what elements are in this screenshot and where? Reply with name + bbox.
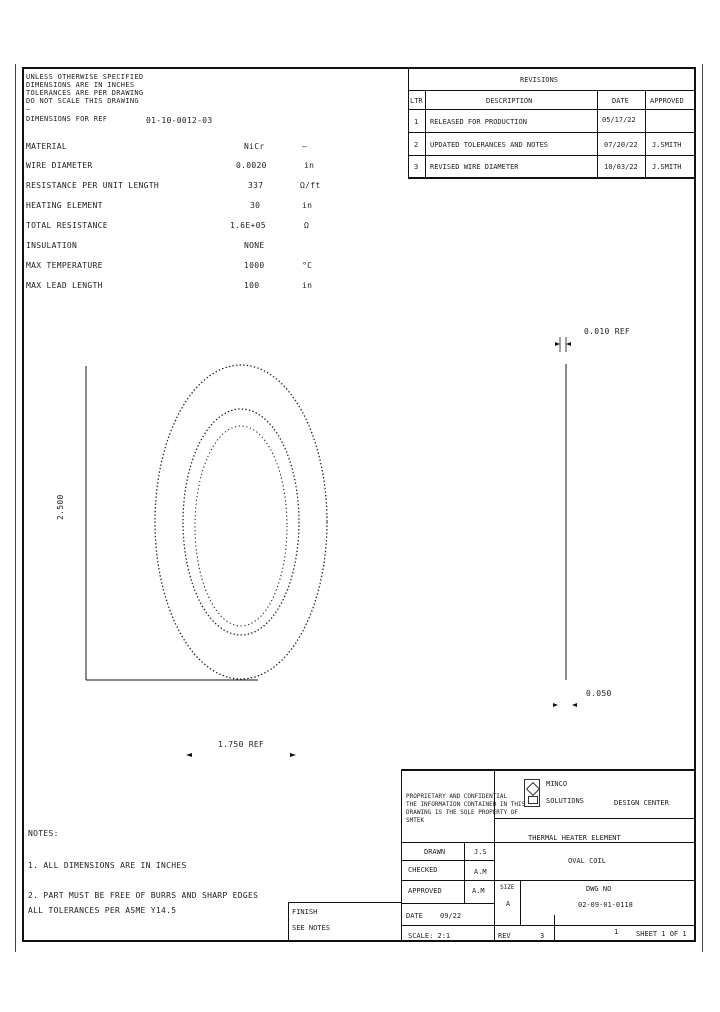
spec-value: 0.0020: [236, 161, 267, 170]
spec-value: 30: [250, 201, 261, 210]
spec-value: NiCr: [244, 142, 265, 151]
date-value: 09/22: [440, 912, 462, 920]
checked-label: CHECKED: [408, 866, 438, 874]
tb-rule: [554, 915, 555, 941]
rev-ltr: 1: [414, 118, 419, 126]
rev-desc: RELEASED FOR PRODUCTION: [430, 118, 527, 126]
coil-inner-ring-a: [183, 409, 299, 635]
approved-value: A.M: [472, 887, 485, 895]
date-label: DATE: [406, 912, 423, 920]
tb-rule: [464, 842, 465, 903]
rev-ltr: 3: [414, 163, 419, 171]
rev-header: APPROVED: [650, 97, 684, 105]
rev-ltr: 2: [414, 141, 419, 149]
width-arrow-right: [290, 753, 296, 757]
thickness-arrow-left: [555, 342, 560, 346]
general-note-line: TOLERANCES ARE PER DRAWING: [26, 89, 144, 97]
notes-title: NOTES:: [28, 829, 59, 838]
checked-value: A.M: [474, 868, 487, 876]
scale-label: SCALE: 2:1: [408, 932, 451, 940]
company-name: MINCO: [546, 780, 568, 788]
drawing-subtitle: OVAL COIL: [568, 857, 606, 865]
dim-thickness: 0.010 REF: [584, 327, 631, 336]
rev-desc: REVISED WIRE DIAMETER: [430, 163, 519, 171]
part-number: 01-10-0012-03: [146, 116, 213, 125]
thickness-arrow-right: [566, 342, 571, 346]
tb-rule: [401, 842, 696, 843]
spec-unit: Ω/ft: [300, 181, 321, 190]
dim-width: 1.750 REF: [218, 740, 265, 749]
rev-label: REV: [498, 932, 511, 940]
general-note-line: UNLESS OTHERWISE SPECIFIED: [26, 73, 144, 81]
rev-header: LTR: [410, 97, 423, 105]
company-tag: DESIGN CENTER: [614, 799, 669, 807]
drawn-label: DRAWN: [424, 848, 446, 856]
company-subname: SOLUTIONS: [546, 797, 584, 805]
spec-label: TOTAL RESISTANCE: [26, 221, 108, 230]
tb-rule: [494, 842, 495, 941]
general-note-line: DO NOT SCALE THIS DRAWING: [26, 97, 139, 105]
lead-arrow-right: [572, 703, 577, 707]
sheet-label: SHEET 1 OF 1: [636, 930, 687, 938]
rev-header: DESCRIPTION: [486, 97, 533, 105]
rev-desc: UPDATED TOLERANCES AND NOTES: [430, 141, 549, 149]
width-arrow-left: [186, 753, 192, 757]
spec-label: INSULATION: [26, 241, 78, 250]
size-value: A: [506, 900, 511, 908]
dwg-number: 02-09-01-0118: [578, 901, 633, 909]
spec-value: 337: [248, 181, 264, 190]
rev-date: 07/20/22: [604, 141, 638, 149]
coil-inner-ring-b: [195, 426, 287, 626]
spec-label: RESISTANCE PER UNIT LENGTH: [26, 181, 160, 190]
spec-unit: —: [302, 142, 308, 151]
proprietary-line: DRAWING IS THE SOLE PROPERTY OF: [406, 809, 518, 816]
proprietary-line: PROPRIETARY AND CONFIDENTIAL: [406, 793, 508, 800]
size-label: SIZE: [500, 884, 515, 891]
spec-value: 1000: [244, 261, 265, 270]
spec-value: 100: [244, 281, 260, 290]
drawing-title: THERMAL HEATER ELEMENT: [528, 834, 621, 842]
spec-unit: in: [302, 281, 313, 290]
tb-rule: [520, 880, 521, 925]
spec-value: 1.6E+05: [230, 221, 266, 230]
scale-value: 1: [614, 928, 619, 936]
rev-date: 05/17/22: [602, 116, 636, 124]
company-logo-icon: [524, 779, 540, 807]
finish-label: FINISH: [292, 908, 318, 916]
general-note-line: —: [26, 105, 31, 113]
tb-rule: [494, 818, 696, 819]
spec-label: MATERIAL: [26, 142, 67, 151]
revisions-title: REVISIONS: [520, 76, 558, 84]
note-item: 1. ALL DIMENSIONS ARE IN INCHES: [28, 861, 187, 870]
general-note-line: DIMENSIONS FOR REF: [26, 115, 108, 123]
approved-label: APPROVED: [408, 887, 442, 895]
finish-value: SEE NOTES: [292, 924, 330, 932]
spec-label: MAX TEMPERATURE: [26, 261, 103, 270]
spec-value: NONE: [244, 241, 265, 250]
rev-date: 10/03/22: [604, 163, 638, 171]
tb-rule: [401, 903, 495, 904]
spec-unit: Ω: [304, 221, 310, 230]
tb-rule: [401, 925, 696, 926]
spec-label: WIRE DIAMETER: [26, 161, 93, 170]
spec-label: HEATING ELEMENT: [26, 201, 103, 210]
dim-lead: 0.050: [586, 689, 612, 698]
note-item: ALL TOLERANCES PER ASME Y14.5: [28, 906, 177, 915]
spec-label: MAX LEAD LENGTH: [26, 281, 103, 290]
proprietary-line: THE INFORMATION CONTAINED IN THIS: [406, 801, 526, 808]
rev-approved: J.SMITH: [652, 141, 682, 149]
dwg-label: DWG NO: [586, 885, 612, 893]
rev-header: DATE: [612, 97, 629, 105]
rev-approved: J.SMITH: [652, 163, 682, 171]
spec-unit: in: [302, 201, 313, 210]
dim-height: 2.500: [56, 494, 65, 520]
lead-arrow-left: [553, 703, 558, 707]
coil-outer-ring: [155, 365, 327, 679]
spec-unit: in: [304, 161, 315, 170]
proprietary-line: SMTEK: [406, 817, 425, 824]
note-item: 2. PART MUST BE FREE OF BURRS AND SHARP EDGES: [28, 891, 259, 900]
drawn-value: J.S: [474, 848, 487, 856]
spec-unit: °C: [302, 261, 313, 270]
tb-rule: [401, 880, 696, 881]
rev-value: 3: [540, 932, 545, 940]
tb-rule: [401, 860, 495, 861]
general-note-line: DIMENSIONS ARE IN INCHES: [26, 81, 135, 89]
